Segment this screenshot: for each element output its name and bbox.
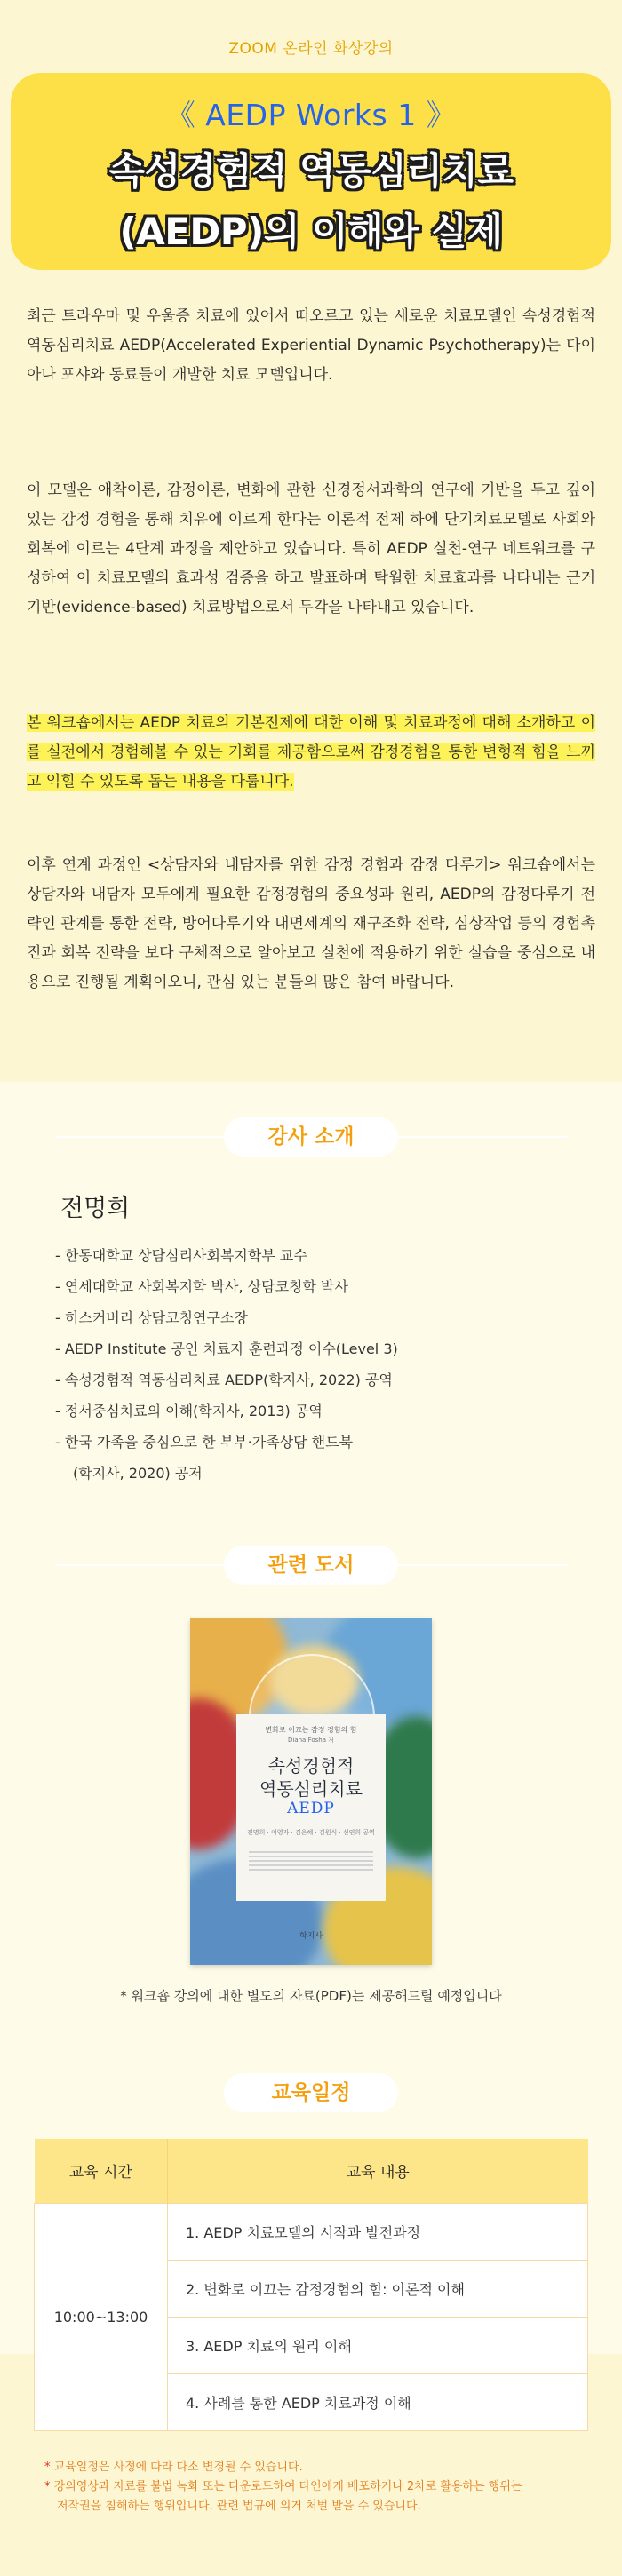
book-cover-image bbox=[190, 1618, 432, 1965]
book-cover-subtitle: 변화로 이끄는 감정 경험의 힘 bbox=[265, 1726, 357, 1734]
material-note: * 워크숍 강의에 대한 별도의 자료(PDF)는 제공해드릴 예정입니다 bbox=[120, 1988, 502, 2004]
main-title-line2: (AEDP)의 이해와 실제 bbox=[119, 210, 503, 253]
career-item: - 정서중심치료의 이해(학지사, 2013) 공역 bbox=[55, 1403, 323, 1419]
intro-paragraph-4: 이후 연계 과정인 <상담자와 내담자를 위한 감정 경험과 감정 다루기> 워크숍에서는 상담자와 내담자 모두에게 필요한 감정경험의 중요성과 원리, AEDP의 감정다루기 전략인 관계를 통한 전략, 방어다루기와 내면세계의 재구조화 전략, 심상작업 등의 경험촉진과 회복 전략을 보다 구체적으로 알아보고 실천에 적용하기 위한 실습을 중심으로 내용으로 진행될 계획이오니, 관심 있는 분들의 많은 참여 바랍니다. bbox=[27, 856, 595, 991]
instructor-career-list bbox=[55, 1240, 570, 1489]
book-cover-title-line1: 속성경험적 bbox=[267, 1755, 355, 1777]
course-format-label: ZOOM 온라인 화상강의 bbox=[228, 40, 394, 58]
footnote-item bbox=[44, 2477, 586, 2516]
table-header-row bbox=[35, 2139, 588, 2203]
schedule-item-cell: 2. 변화로 이끄는 감정경험의 힘: 이론적 이해 bbox=[168, 2260, 588, 2317]
highlighted-text: 본 워크숍에서는 AEDP 치료의 기본전제에 대한 이해 및 치료과정에 대해 소개하고 이를 실전에서 경험해볼 수 있는 기회를 제공함으로써 감정경험을 통한 변형적 힘을 느끼고 익힐 수 있도록 돕는 내용을 다룹니다. bbox=[27, 714, 595, 791]
intro-paragraph-3-highlighted bbox=[27, 709, 595, 797]
intro-paragraph-1: 최근 트라우마 및 우울증 치료에 있어서 떠오르고 있는 새로운 치료모델인 속성경험적 역동심리치료 AEDP(Accelerated Experiential Dynamic Psychotherapy)는 다이아나 포샤와 동료들이 개발한 치료 모델입니다. bbox=[27, 307, 595, 384]
intro-paragraph-2: 이 모델은 애착이론, 감정이론, 변화에 관한 신경정서과학의 연구에 기반을 두고 깊이 있는 감정 경험을 통해 치유에 이르게 한다는 이론적 전제 하에 단기치료모델로 사회와 회복에 이르는 4단계 과정을 제안하고 있습니다. 특히 AEDP 실천-연구 네트워크를 구성하여 이 치료모델의 효과성 검증을 하고 발표하며 탁월한 치료효과를 나타내는 근거 기반(evidence-based) 치료방법으로서 두각을 나타내고 있습니다. bbox=[27, 481, 595, 616]
book-cover-translators: 전명희 · 이영자 · 김은혜 · 김원식 · 신연희 공역 bbox=[247, 1829, 375, 1836]
footnote-item bbox=[44, 2458, 586, 2477]
schedule-item-cell: 3. AEDP 치료의 원리 이해 bbox=[168, 2317, 588, 2373]
career-item: - 한동대학교 상담심리사회복지학부 교수 bbox=[55, 1247, 307, 1264]
main-title-line1: 속성경험적 역동심리치료 bbox=[108, 149, 514, 193]
book-section-title: 관련 도서 bbox=[224, 1546, 398, 1585]
book-cover-author: Diana Fosha 저 bbox=[288, 1737, 334, 1744]
table-row bbox=[35, 2203, 588, 2260]
asterisk-icon: * bbox=[44, 2480, 51, 2493]
schedule-time-cell: 10:00~13:00 bbox=[35, 2203, 168, 2430]
column-header-content: 교육 내용 bbox=[168, 2139, 588, 2203]
instructor-section-title: 강사 소개 bbox=[224, 1117, 398, 1157]
schedule-item-cell: 4. 사례를 통한 AEDP 치료과정 이해 bbox=[168, 2373, 588, 2430]
divider-line bbox=[398, 1136, 567, 1138]
career-item-text: - 한국 가족을 중심으로 한 부부·가족상담 핸드북 bbox=[55, 1434, 354, 1451]
instructor-section-header bbox=[0, 1117, 622, 1157]
divider-line bbox=[55, 1564, 224, 1566]
schedule-section-title: 교육일정 bbox=[224, 2073, 398, 2112]
series-title: 《 AEDP Works 1 》 bbox=[165, 98, 457, 132]
footnote-text: 강의영상과 자료를 불법 녹화 또는 다운로드하여 타인에게 배포하거나 2차로 활용하는 행위는 bbox=[53, 2480, 522, 2493]
career-item: - 연세대학교 사회복지학 박사, 상담코칭학 박사 bbox=[55, 1278, 348, 1295]
book-cover-title-line2: 역동심리치료 bbox=[259, 1778, 363, 1800]
footnote-continuation: 저작권을 침해하는 행위입니다. 관련 법규에 의거 처벌 받을 수 있습니다. bbox=[57, 2500, 421, 2513]
career-item: - AEDP Institute 공인 치료자 훈련과정 이수(Level 3) bbox=[55, 1340, 398, 1357]
schedule-footnotes bbox=[44, 2458, 586, 2516]
book-section-header bbox=[0, 1546, 622, 1585]
book-cover-title-line3: AEDP bbox=[287, 1800, 335, 1817]
career-item bbox=[55, 1427, 570, 1489]
footnote-text: 교육일정은 사정에 따라 다소 변경될 수 있습니다. bbox=[53, 2461, 303, 2474]
schedule-item-cell: 1. AEDP 치료모델의 시작과 발전과정 bbox=[168, 2203, 588, 2260]
asterisk-icon: * bbox=[44, 2461, 51, 2474]
career-item: - 히스커버리 상담코칭연구소장 bbox=[55, 1309, 248, 1326]
book-cover-fine-print bbox=[249, 1851, 373, 1871]
career-item: - 속성경험적 역동심리치료 AEDP(학지사, 2022) 공역 bbox=[55, 1371, 393, 1388]
schedule-section-header bbox=[0, 2073, 622, 2112]
column-header-time: 교육 시간 bbox=[35, 2139, 168, 2203]
instructor-name: 전명희 bbox=[60, 1195, 131, 1222]
book-cover-publisher: 학지사 bbox=[299, 1932, 323, 1941]
divider-line bbox=[398, 1564, 567, 1566]
divider-line bbox=[55, 1136, 224, 1138]
schedule-table bbox=[34, 2139, 588, 2431]
career-item-continuation: (학지사, 2020) 공저 bbox=[73, 1465, 203, 1482]
